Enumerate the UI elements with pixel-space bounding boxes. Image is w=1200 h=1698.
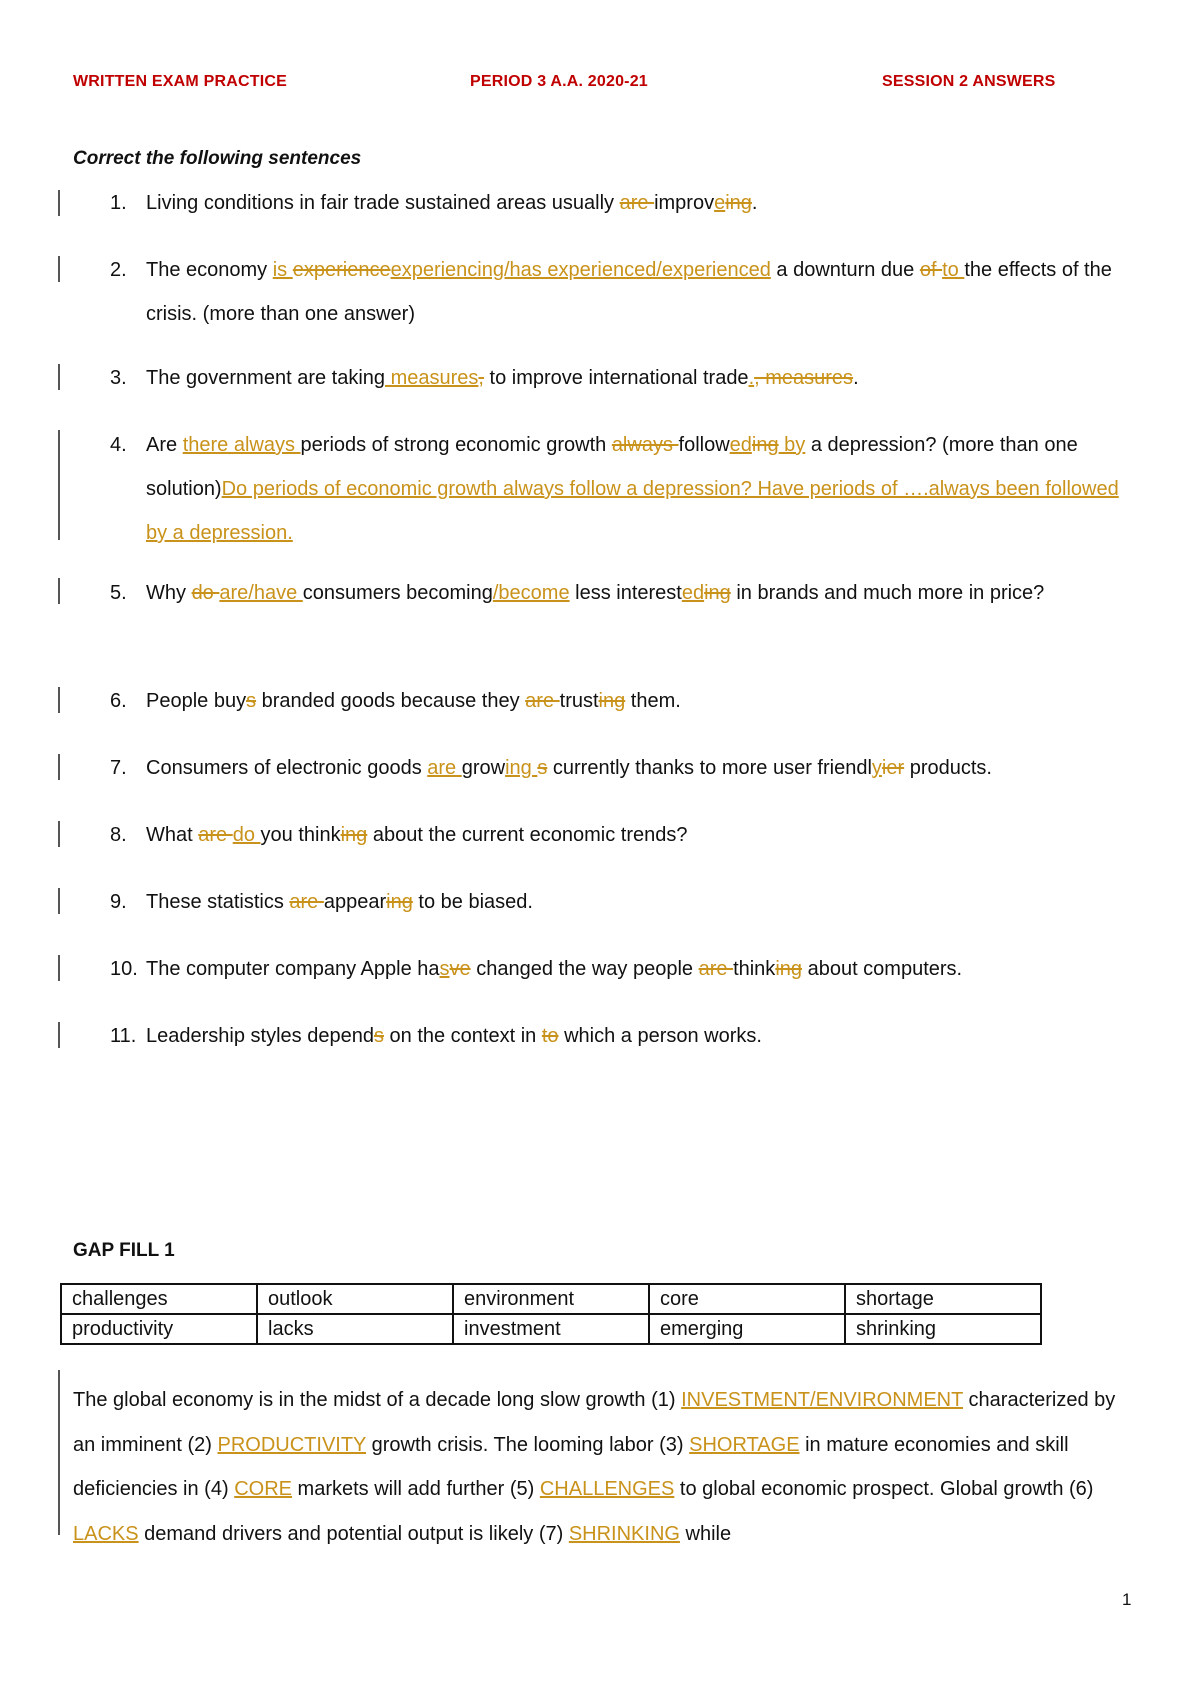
word-cell: shortage bbox=[845, 1284, 1041, 1314]
text-run: branded goods because they bbox=[256, 690, 526, 712]
sentence-text bbox=[146, 356, 1146, 400]
change-bar bbox=[58, 1370, 60, 1535]
text-run: in mature economies and skill deficiencies in (4) bbox=[73, 1433, 1069, 1500]
change-bar bbox=[58, 364, 60, 390]
sentence-text bbox=[146, 813, 1146, 857]
deleted-text: are bbox=[289, 891, 324, 913]
text-run: The global economy is in the midst of a decade long slow growth (1) bbox=[73, 1389, 682, 1411]
sentence-number: 11. bbox=[110, 1025, 137, 1047]
sentence-number: 8. bbox=[110, 824, 127, 846]
deleted-text: , measures bbox=[754, 367, 854, 389]
text-run: growth crisis. The looming labor (3) bbox=[366, 1433, 690, 1456]
change-bar bbox=[58, 687, 60, 713]
deleted-text: ier bbox=[881, 757, 905, 779]
word-cell: productivity bbox=[61, 1314, 257, 1344]
text-run: The computer company Apple ha bbox=[146, 958, 440, 980]
change-bar bbox=[58, 888, 60, 914]
text-run: characterized by an imminent (2) bbox=[73, 1389, 1116, 1456]
deleted-text: ing bbox=[340, 824, 368, 846]
text-run: which a person works. bbox=[558, 1025, 762, 1047]
deleted-text: are bbox=[198, 824, 233, 846]
deleted-text: are bbox=[525, 690, 560, 712]
inserted-text: is bbox=[272, 259, 293, 281]
text-run: grow bbox=[461, 757, 506, 779]
deleted-text: to bbox=[541, 1025, 559, 1047]
text-run: a downturn due bbox=[770, 259, 920, 281]
change-bar bbox=[58, 955, 60, 981]
sentence-number: 3. bbox=[110, 367, 127, 389]
word-cell: environment bbox=[453, 1284, 649, 1314]
inserted-text: measures bbox=[385, 367, 479, 389]
word-bank-table bbox=[60, 1283, 1042, 1345]
inserted-text: CHALLENGES bbox=[539, 1478, 675, 1500]
sentence-number: 2. bbox=[110, 259, 127, 281]
inserted-text: . bbox=[748, 367, 755, 389]
deleted-text: ing bbox=[386, 891, 413, 913]
text-run: Why bbox=[146, 582, 192, 604]
inserted-text: to bbox=[942, 259, 965, 281]
change-bar bbox=[58, 821, 60, 847]
deleted-text: are bbox=[619, 192, 655, 214]
text-run: . bbox=[751, 192, 758, 214]
text-run: What bbox=[146, 824, 199, 846]
word-cell: lacks bbox=[257, 1314, 453, 1344]
inserted-text: PRODUCTIVITY bbox=[217, 1433, 367, 1456]
deleted-text: experience bbox=[292, 259, 391, 281]
text-run: to improve international trade bbox=[483, 367, 749, 389]
text-run: think bbox=[733, 958, 776, 980]
text-run: appear bbox=[323, 891, 387, 913]
text-run: on the context in bbox=[383, 1025, 542, 1047]
sentence-text bbox=[146, 248, 1146, 336]
instruction: Correct the following sentences bbox=[73, 148, 362, 169]
sentence-text bbox=[146, 880, 1146, 924]
change-bar bbox=[58, 578, 60, 604]
text-run: products. bbox=[904, 757, 992, 779]
deleted-text: ing bbox=[751, 434, 779, 456]
table-row bbox=[61, 1284, 1041, 1314]
header-right: SESSION 2 ANSWERS bbox=[882, 73, 1056, 90]
inserted-text: /become bbox=[492, 582, 570, 604]
deleted-text: s bbox=[537, 757, 548, 779]
inserted-text: e bbox=[714, 192, 726, 214]
text-run: while bbox=[679, 1522, 732, 1545]
sentence-number: 1. bbox=[110, 192, 127, 214]
text-run: improv bbox=[654, 192, 715, 214]
text-run: less interest bbox=[569, 582, 682, 604]
text-run: People buy bbox=[146, 690, 247, 712]
deleted-text: of bbox=[919, 259, 943, 281]
text-run: . bbox=[853, 367, 859, 389]
change-bar bbox=[58, 1022, 60, 1048]
inserted-text: SHORTAGE bbox=[689, 1433, 800, 1456]
inserted-text: there always bbox=[182, 434, 301, 456]
change-bar bbox=[58, 754, 60, 780]
inserted-text: ed bbox=[729, 434, 752, 456]
sentence-text bbox=[146, 571, 1136, 615]
text-run: you think bbox=[260, 824, 341, 846]
sentence-text bbox=[146, 181, 1146, 225]
text-run: markets will add further (5) bbox=[291, 1478, 540, 1500]
inserted-text: SHRINKING bbox=[568, 1522, 680, 1545]
text-run: periods of strong economic growth bbox=[300, 434, 612, 456]
inserted-text: INVESTMENT/ENVIRONMENT bbox=[681, 1389, 963, 1411]
text-run: The economy bbox=[146, 259, 273, 281]
change-bar bbox=[58, 430, 60, 540]
sentence-number: 4. bbox=[110, 434, 127, 456]
deleted-text: always bbox=[611, 434, 679, 456]
text-run: Leadership styles depend bbox=[146, 1025, 374, 1047]
word-cell: core bbox=[649, 1284, 845, 1314]
deleted-text: ing bbox=[704, 582, 731, 604]
text-run: to be biased. bbox=[412, 891, 533, 913]
sentence-text bbox=[146, 746, 1146, 790]
deleted-text: ing bbox=[598, 690, 626, 712]
text-run: the effects of the crisis. (more than one answer) bbox=[146, 259, 1112, 325]
inserted-text: are/have bbox=[219, 582, 303, 604]
deleted-text: ing bbox=[775, 958, 803, 980]
sentence-text bbox=[146, 1014, 1146, 1058]
deleted-text: are bbox=[698, 958, 734, 980]
gap-fill-title: GAP FILL 1 bbox=[73, 1240, 175, 1261]
change-bar bbox=[58, 256, 60, 282]
inserted-text: ing bbox=[505, 757, 538, 779]
text-run: currently thanks to more user friendl bbox=[547, 757, 872, 779]
inserted-text: by bbox=[778, 434, 806, 456]
sentence-number: 7. bbox=[110, 757, 127, 779]
inserted-text: Do periods of economic growth always follow a depression? Have periods of ….always been followed by a depression. bbox=[146, 478, 1119, 544]
inserted-text: LACKS bbox=[73, 1522, 139, 1545]
inserted-text: y bbox=[871, 757, 882, 779]
sentence-number: 6. bbox=[110, 690, 127, 712]
deleted-text: do bbox=[191, 582, 220, 604]
word-cell: challenges bbox=[61, 1284, 257, 1314]
deleted-text: , bbox=[478, 367, 484, 389]
deleted-text: ve bbox=[449, 958, 471, 980]
inserted-text: s bbox=[439, 958, 450, 980]
deleted-text: ing bbox=[725, 192, 752, 214]
text-run: changed the way people bbox=[470, 958, 699, 980]
inserted-text: are bbox=[427, 757, 462, 779]
word-cell: shrinking bbox=[845, 1314, 1041, 1344]
sentence-number: 5. bbox=[110, 582, 127, 604]
word-cell: emerging bbox=[649, 1314, 845, 1344]
text-run: consumers becoming bbox=[302, 582, 493, 604]
header-left: WRITTEN EXAM PRACTICE bbox=[73, 73, 287, 90]
change-bar bbox=[58, 190, 60, 216]
word-cell: outlook bbox=[257, 1284, 453, 1314]
inserted-text: do bbox=[232, 824, 261, 846]
deleted-text: s bbox=[246, 690, 257, 712]
sentence-text bbox=[146, 947, 1146, 991]
text-run: Living conditions in fair trade sustained areas usually bbox=[146, 192, 620, 214]
text-run: in brands and much more in price? bbox=[730, 582, 1045, 604]
text-run: them. bbox=[625, 690, 681, 712]
inserted-text: ed bbox=[681, 582, 705, 604]
text-run: Are bbox=[146, 434, 183, 456]
text-run: a depression? (more than one solution) bbox=[146, 434, 1078, 500]
inserted-text: CORE bbox=[234, 1478, 292, 1500]
text-run: Consumers of electronic goods bbox=[146, 757, 428, 779]
text-run: The government are taking bbox=[146, 367, 386, 389]
table-row bbox=[61, 1314, 1041, 1344]
sentence-text bbox=[146, 423, 1136, 555]
text-run: These statistics bbox=[146, 891, 290, 913]
word-cell: investment bbox=[453, 1314, 649, 1344]
deleted-text: s bbox=[373, 1025, 384, 1047]
header-center: PERIOD 3 A.A. 2020-21 bbox=[470, 73, 648, 90]
text-run: to global economic prospect. Global growth (6) bbox=[674, 1478, 1094, 1500]
sentence-text bbox=[146, 679, 1146, 723]
page-number: 1 bbox=[1122, 1590, 1132, 1609]
text-run: follow bbox=[678, 434, 730, 456]
text-run: trust bbox=[559, 690, 599, 712]
sentence-number: 10. bbox=[110, 958, 138, 980]
inserted-text: experiencing/has experienced/experienced bbox=[390, 259, 771, 281]
text-run: about computers. bbox=[802, 958, 963, 980]
sentence-number: 9. bbox=[110, 891, 127, 913]
gap-fill-paragraph bbox=[73, 1378, 1133, 1556]
text-run: demand drivers and potential output is likely (7) bbox=[138, 1522, 569, 1545]
text-run: about the current economic trends? bbox=[367, 824, 688, 846]
